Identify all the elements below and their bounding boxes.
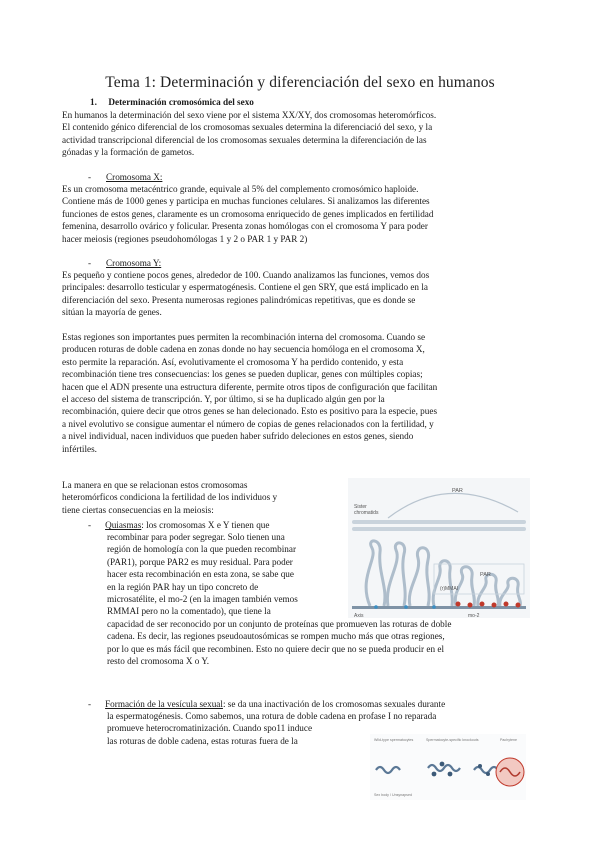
par-mid-label: PAR: [480, 572, 491, 578]
quiasmas-bullet: [88, 519, 269, 531]
text-line: (PAR1), porque PAR2 es muy residual. Para poder: [107, 556, 293, 567]
legend-label: Sex body / Unsynapsed: [374, 793, 412, 797]
text-line: principales: desarrollo testicular y espermatogénesis. Contiene el gen SRY, que está implicado en la: [62, 282, 428, 293]
rmmai-label: (r)MMAI: [440, 586, 459, 592]
bullet-dash: -: [88, 699, 92, 709]
text-line: microsatélite, el mo-2 (en la imagen también vemos: [107, 594, 298, 605]
text-line: la espermatogénesis. Como sabemos, una rotura de doble cadena en profase I no reparada: [107, 711, 437, 721]
text-line: por lo que es más fácil que recombinen. Esto no quiere decir que no se pueda producir en el: [107, 643, 445, 654]
axis-label: Axis: [354, 613, 364, 618]
text-line: capacidad de ser reconocido por un conjunto de proteínas que promueven las roturas de doble: [107, 619, 452, 629]
y-chromosome-label: Cromosoma Y:: [106, 258, 162, 268]
text-line: Es un cromosoma metacéntrico grande, equivale al 5% del complemento cromosómico haploide.: [62, 184, 419, 194]
regions-paragraph: [62, 331, 532, 455]
quiasmas-paragraph: [107, 531, 347, 618]
vesicula-bullet: [88, 698, 445, 710]
text-line: Contiene más de 1000 genes y participa en muchas funciones celulares. Si analizamos las diferentes: [62, 196, 430, 207]
text-line: heteromórficos condiciona la fertilidad de los individuos y: [62, 492, 278, 503]
text-line: actividad transcripcional diferencial de los cromosomas sexuales determina la diferenciación de las: [62, 134, 427, 145]
text-line: diferenciación del sexo. Presenta numerosas regiones palindrómicas repetitivas, que es donde se: [62, 294, 416, 305]
fertility-paragraph: [62, 479, 332, 516]
text-line: hacen que el ADN presente una estructura diferente, permite otros tipos de configuración que facilitan: [62, 381, 438, 392]
x-chromosome-label: Cromosoma X:: [106, 172, 163, 182]
text-line: región de homología con la que pueden recombinar: [107, 544, 297, 555]
x-chromosome-bullet: - Cromosoma X:: [88, 172, 163, 182]
sister-label: Sister: [354, 504, 367, 510]
chromatids-label: chromatids: [354, 510, 379, 516]
chromatid-upper: [352, 520, 526, 524]
text-line: Estas regiones son importantes pues permiten la recombinación interna del cromosoma. Cuando se: [62, 332, 426, 342]
par-top-label: PAR: [452, 488, 463, 494]
x-chromosome-paragraph: [62, 183, 532, 245]
text-line: hacer meiosis (regiones pseudohomólogas 1 y 2 o PAR 1 y PAR 2): [62, 233, 308, 244]
y-chromosome-bullet: - Cromosoma Y:: [88, 258, 162, 268]
text-line: gónadas y la formación de gametos.: [62, 147, 195, 158]
text-line: funciones de estos genes, claramente es un cromosoma enriquecido de genes implicados en fertilidad: [62, 208, 434, 219]
knockouts-label: Spermatocyte-specific knockouts: [426, 738, 479, 742]
quiasmas-label: Quiasmas: [105, 520, 142, 530]
text-line: sitúan la mayoría de genes.: [62, 307, 162, 318]
quiasmas-first-line: : los cromosomas X e Y tienen que: [141, 520, 270, 530]
chromosome-axis: [352, 606, 526, 609]
text-line: Es pequeño y contiene pocos genes, alrededor de 100. Cuando analizamos las funciones, vemos dos: [62, 270, 430, 280]
sex-body-figure: [370, 734, 526, 800]
text-line: promueve heterocromatinización. Cuando spo11 induce: [107, 723, 313, 734]
text-line: cadena. Es decir, las regiones pseudoautosómicas se rompen mucho más que otras regiones,: [107, 631, 445, 642]
text-line: infértiles.: [62, 443, 97, 454]
text-line: RMMAI pero no la comentado), que tiene la: [107, 606, 271, 617]
text-line: recombinación, quiere decir que otros genes se han delecionado. Esto es positivo para la especie, pues: [62, 406, 438, 417]
bullet-dash: -: [88, 520, 92, 530]
vesicula-label: Formación de la vesícula sexual: [105, 699, 223, 709]
vesicula-first-line: : se da una inactivación de los cromosomas sexuales durante: [222, 699, 446, 709]
pachytene-label: Pachytene: [500, 738, 517, 742]
text-line: La manera en que se relacionan estos cromosomas: [62, 480, 248, 490]
chromatid-lower: [352, 527, 526, 531]
text-line: femenina, desarrollo ovárico y folicular. Presenta zonas homólogas con el cromosoma Y para poder: [62, 221, 428, 232]
section-number: 1.: [90, 97, 97, 107]
section-title: Determinación cromosómica del sexo: [108, 97, 254, 107]
mo2-label: mo-2: [468, 613, 480, 618]
text-line: producen roturas de doble cadena en zonas donde no hay secuencia homóloga en el cromosoma X,: [62, 344, 425, 355]
text-line: recombinar para poder segregar. Solo tienen una: [107, 532, 285, 542]
y-chromosome-paragraph: [62, 269, 532, 319]
text-line: tiene ciertas consecuencias en la meiosis:: [62, 504, 214, 515]
text-line: esto permite la reparación. Así, evolutivamente el cromosoma Y ha perdido contenido, y esta: [62, 356, 404, 367]
section-heading: [90, 97, 254, 107]
text-line: en la región PAR hay un tipo concreto de: [107, 581, 259, 592]
par-diagram-figure: [348, 478, 530, 618]
page-title: Tema 1: Determinación y diferenciación del sexo en humanos: [105, 74, 495, 91]
intro-paragraph: [62, 109, 532, 159]
text-line: a nivel individual, nacen individuos que pueden haber sufrido deleciones en estos genes, siendo: [62, 431, 414, 442]
text-line: En humanos la determinación del sexo viene por el sistema XX/XY, dos cromosomas heteromórficos.: [62, 110, 437, 120]
text-line: las roturas de doble cadena, estas roturas fuera de la: [107, 735, 298, 746]
wild-type-label: Wild-type spermatocytes: [374, 738, 414, 742]
text-line: a nivel evolutivo se consigue aumentar el número de copias de genes relacionados con la fertilidad, y: [62, 418, 434, 429]
text-line: resto del cromosoma X o Y.: [107, 656, 210, 667]
quiasmas-continued: [107, 618, 527, 668]
text-line: recombinación tiene tres consecuencias: los genes se pueden duplicar, genes con múltiples copias;: [62, 369, 423, 380]
text-line: hacer esta recombinación en esta zona, se sabe que: [107, 569, 294, 580]
text-line: El contenido génico diferencial de los cromosomas sexuales determina la diferenciació del sexo, y la: [62, 122, 433, 133]
text-line: el acceso del sistema de transcripción. Y, por último, si se ha duplicado algún gen por la: [62, 394, 385, 405]
